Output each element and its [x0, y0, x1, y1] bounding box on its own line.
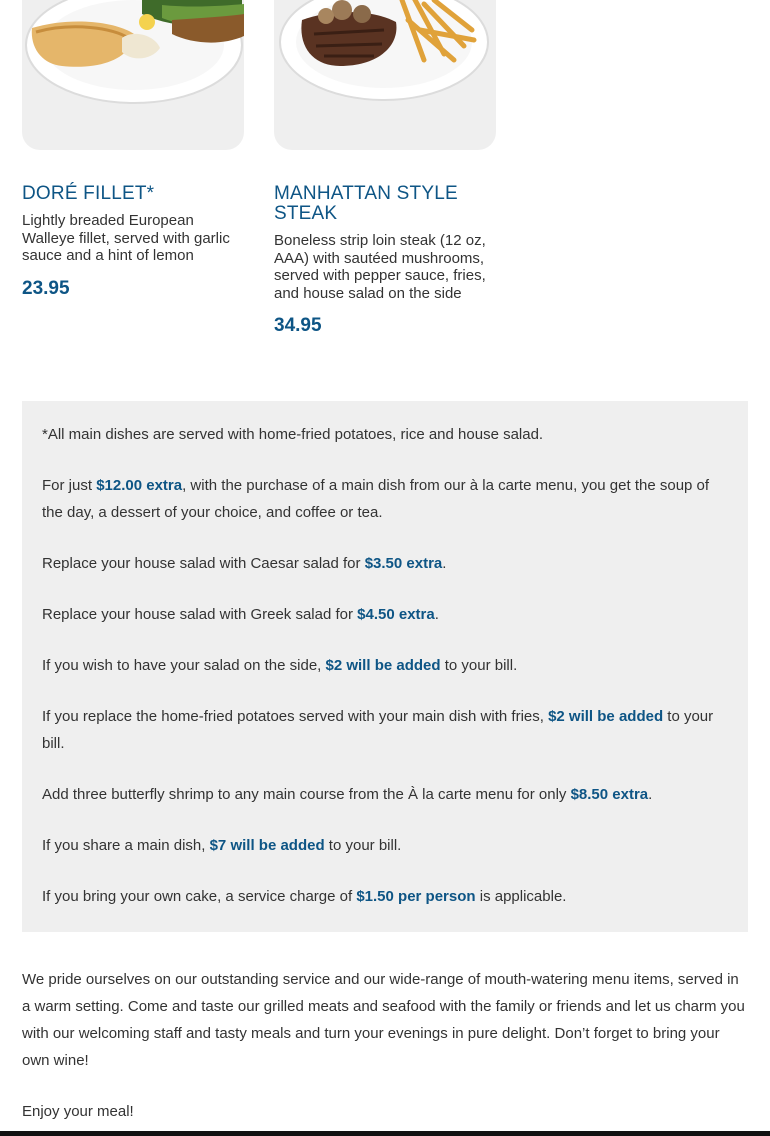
note-line: If you bring your own cake, a service charge of $1.50 per person is applicable.	[42, 888, 567, 905]
menu-item-description: Lightly breaded European Walleye fillet, served with garlic sauce and a hint of lemon	[22, 212, 230, 265]
price-highlight: $1.50 per person	[356, 888, 476, 905]
menu-notes-panel	[22, 401, 748, 932]
price-highlight: $7 will be added	[209, 837, 325, 854]
menu-card-dore-fillet	[22, 0, 244, 300]
menu-card-manhattan-steak	[274, 0, 496, 337]
price-highlight: $12.00 extra	[96, 477, 183, 494]
note-line: For just $12.00 extra, with the purchase of a main dish from our à la carte menu, you get the soup of the day, a dessert of your choice, and coffee or tea.	[42, 477, 710, 521]
menu-item-price: 23.95	[22, 277, 70, 299]
price-highlight: $2 will be added	[325, 657, 441, 674]
menu-item-name: DORÉ FILLET*	[22, 183, 155, 204]
menu-item-price: 34.95	[274, 315, 322, 337]
footer-bar	[0, 1131, 770, 1136]
menu-item-name: MANHATTAN STYLE STEAK	[274, 183, 458, 224]
price-highlight: $3.50 extra	[364, 555, 443, 572]
note-line: Replace your house salad with Greek salad for $4.50 extra.	[42, 606, 439, 623]
closing-line: Enjoy your meal!	[22, 1103, 134, 1120]
note-line: If you share a main dish, $7 will be added to your bill.	[42, 837, 402, 854]
note-line: *All main dishes are served with home-fried potatoes, rice and house salad.	[42, 426, 544, 443]
note-line: Add three butterfly shrimp to any main course from the À la carte menu for only $8.50 extra.	[42, 786, 653, 803]
note-line: If you replace the home-fried potatoes served with your main dish with fries, $2 will be added to your bill.	[42, 708, 714, 752]
about-paragraph: We pride ourselves on our outstanding service and our wide-range of mouth-watering menu items, served in a warm setting. Come and taste our grilled meats and seafood with the family or friends and let us charm you with our welcoming staff and tasty meals and turn your evenings in pure delight. Don’t forget to bring your own wine!	[22, 971, 745, 1069]
note-line: Replace your house salad with Caesar salad for $3.50 extra.	[42, 555, 447, 572]
note-line: If you wish to have your salad on the side, $2 will be added to your bill.	[42, 657, 518, 674]
steak-plate-image	[274, 0, 496, 150]
menu-item-description: Boneless strip loin steak (12 oz, AAA) with sautéed mushrooms, served with pepper sauce, fries, and house salad on the side	[274, 232, 486, 302]
price-highlight: $4.50 extra	[357, 606, 435, 623]
price-highlight: $8.50 extra	[570, 786, 649, 803]
fish-plate-image	[22, 0, 244, 150]
price-highlight: $2 will be added	[548, 708, 664, 725]
